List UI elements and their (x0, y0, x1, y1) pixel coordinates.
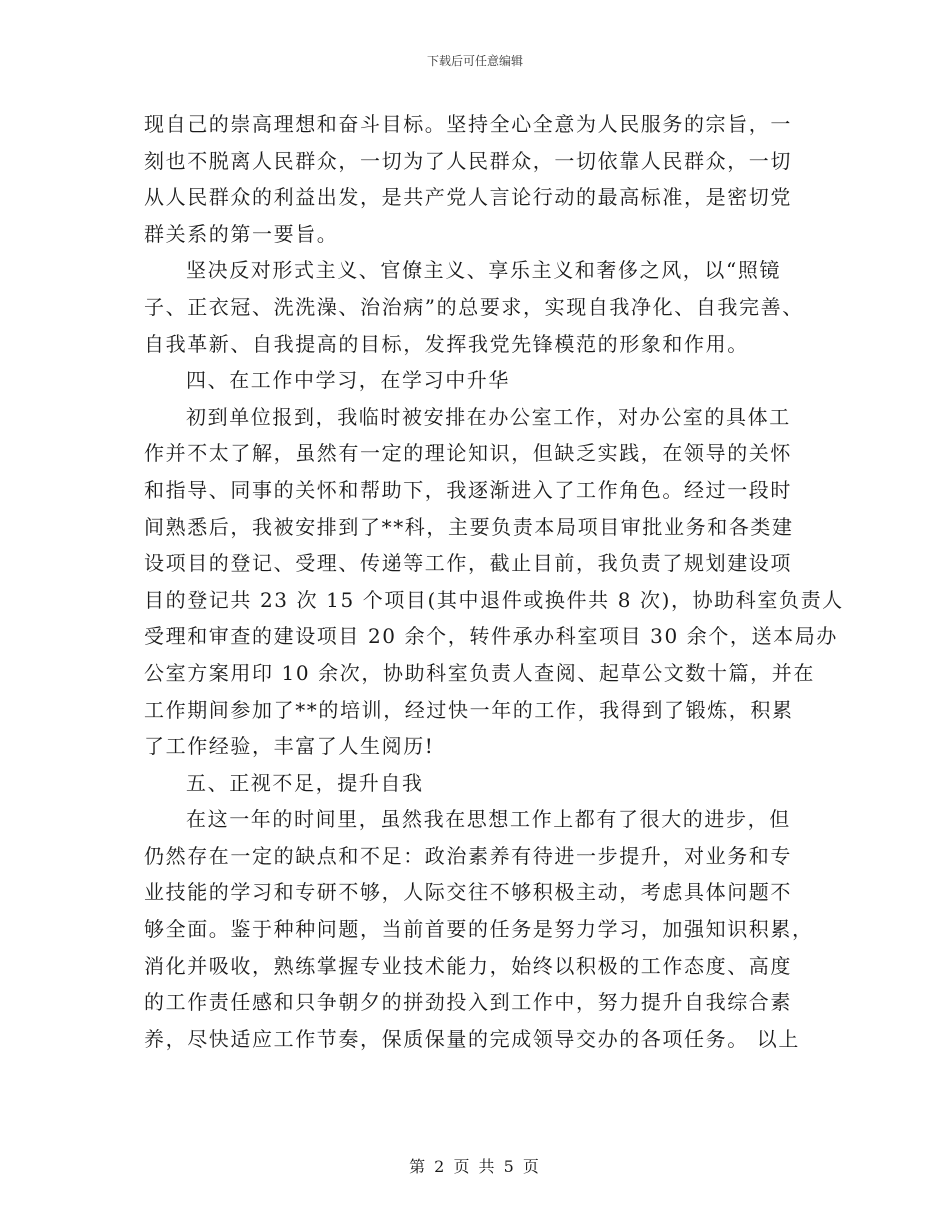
text-line: 养，尽快适应工作节奏，保质保量的完成领导交办的各项任务。 以上 (144, 1026, 800, 1051)
text-line: 目的登记共 23 次 15 个项目(其中退件或换件共 8 次)，协助科室负责人 (144, 587, 844, 612)
page-header: 下载后可任意编辑 (426, 54, 523, 68)
text-line: 消化并吸收，熟练掌握专业技术能力，始终以积极的工作态度、高度 (144, 953, 792, 978)
text-line: 公室方案用印 10 余次，协助科室负责人查阅、起草公文数十篇，并在 (144, 660, 815, 685)
paragraph-start-line: 初到单位报到，我临时被安排在办公室工作，对办公室的具体工 (186, 404, 791, 429)
text-line: 间熟悉后，我被安排到了**科，主要负责本局项目审批业务和各类建 (144, 514, 794, 539)
section-heading: 五、正视不足，提升自我 (186, 770, 424, 795)
text-line: 业技能的学习和专研不够，人际交往不够积极主动，考虑具体问题不 (144, 880, 792, 905)
text-line: 自我革新、自我提高的目标，发挥我党先锋模范的形象和作用。 (144, 331, 749, 356)
text-line: 了工作经验，丰富了人生阅历! (144, 734, 435, 759)
text-line: 子、正衣冠、洗洗澡、治治病”的总要求，实现自我净化、自我完善、 (144, 294, 804, 319)
text-line: 够全面。鉴于种种问题，当前首要的任务是努力学习，加强知识积累， (144, 917, 814, 942)
paragraph-start-line: 坚决反对形式主义、官僚主义、享乐主义和奢侈之风，以“照镜 (186, 258, 782, 283)
text-line: 的工作责任感和只争朝夕的拼劲投入到工作中，努力提升自我综合素 (144, 990, 792, 1015)
text-line: 从人民群众的利益出发，是共产党人言论行动的最高标准，是密切党 (144, 185, 792, 210)
section-heading: 四、在工作中学习，在学习中升华 (186, 368, 510, 393)
text-line: 作并不太了解，虽然有一定的理论知识，但缺乏实践，在领导的关怀 (144, 441, 792, 466)
paragraph-start-line: 在这一年的时间里，虽然我在思想工作上都有了很大的进步，但 (186, 807, 791, 832)
text-line: 和指导、同事的关怀和帮助下，我逐渐进入了工作角色。经过一段时 (144, 477, 792, 502)
page-number-footer: 第 2 页 共 5 页 (409, 1157, 541, 1176)
text-line: 刻也不脱离人民群众，一切为了人民群众，一切依靠人民群众，一切 (144, 148, 792, 173)
text-line: 现自己的崇高理想和奋斗目标。坚持全心全意为人民服务的宗旨，一 (144, 112, 792, 136)
text-line: 受理和审查的建设项目 20 余个，转件承办科室项目 30 余个，送本局办 (144, 624, 838, 649)
document-body (144, 106, 844, 1057)
text-line: 仍然存在一定的缺点和不足：政治素养有待进一步提升，对业务和专 (144, 843, 792, 868)
text-line: 群关系的第一要旨。 (144, 221, 339, 246)
text-line: 设项目的登记、受理、传递等工作，截止目前，我负责了规划建设项 (144, 551, 792, 576)
text-line: 工作期间参加了**的培训，经过快一年的工作，我得到了锻炼，积累 (144, 697, 794, 722)
